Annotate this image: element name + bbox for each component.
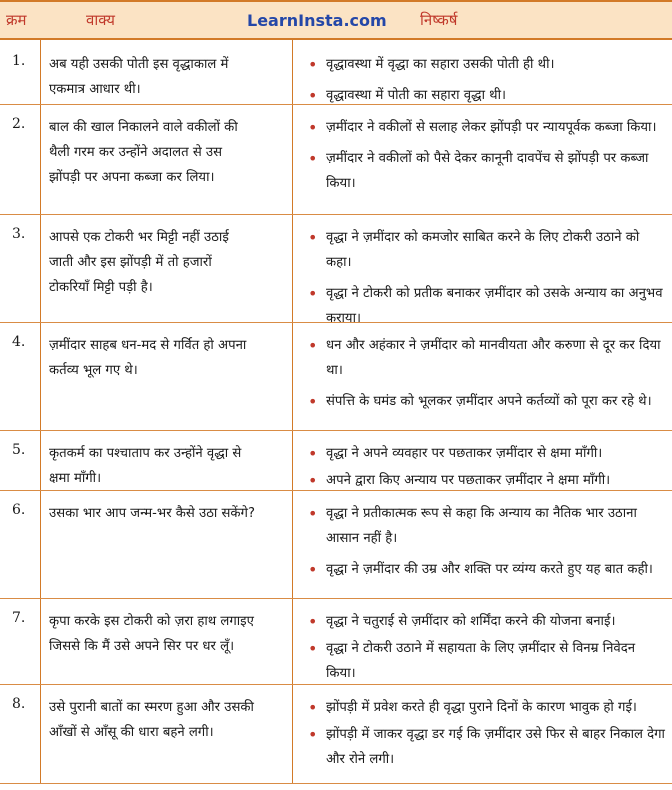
conclusion-option: • वृद्धा ने चतुराई से ज़मींदार को शर्मिंदा करने की योजना बनाई। [308, 609, 666, 634]
conclusion-option: • वृद्धा ने ज़मींदार को कमजोर साबित करने के लिए टोकरी उठाने को कहा। [308, 225, 666, 275]
conclusion-option: • वृद्धा ने टोकरी को प्रतीक बनाकर ज़मींदार को उसके अन्याय का अनुभव कराया। [308, 281, 666, 331]
bullet-icon: • [308, 392, 318, 411]
bullet-icon: • [308, 149, 318, 168]
row-sentence: उसे पुरानी बातों का स्मरण हुआ और उसकी आँखों से आँसू की धारा बहने लगी। [49, 700, 254, 740]
conclusion-option: • ज़मींदार ने वकीलों को पैसे देकर कानूनी दावपेंच से झोंपड़ी पर कब्जा किया। [308, 146, 666, 196]
row-number: 1. [12, 53, 26, 69]
header-sentence: वाक्य [86, 11, 115, 29]
bullet-icon: • [308, 228, 318, 247]
conclusion-option: • अपने द्वारा किए अन्याय पर पछताकर ज़मींदार ने क्षमा माँगी। [308, 468, 666, 493]
row-sentence: कृपा करके इस टोकरी को ज़रा हाथ लगाइए जिससे कि मैं उसे अपने सिर पर धर लूँ। [49, 614, 254, 654]
conclusion-option: • वृद्धा ने टोकरी उठाने में सहायता के लिए ज़मींदार से विनम्र निवेदन किया। [308, 636, 666, 686]
bullet-icon: • [308, 336, 318, 355]
table-row [0, 598, 672, 684]
row-conclusions [308, 695, 666, 778]
table-row [0, 322, 672, 430]
header-conclusion: निष्कर्ष [420, 11, 458, 29]
row-number: 4. [12, 334, 26, 350]
conclusion-option: • वृद्धा ने अपने व्यवहार पर पछताकर ज़मींदार से क्षमा माँगी। [308, 441, 666, 466]
conclusion-option: • धन और अहंकार ने ज़मींदार को मानवीयता और करुणा से दूर कर दिया था। [308, 333, 666, 383]
bullet-icon: • [308, 444, 318, 463]
row-number: 2. [12, 116, 26, 132]
bullet-icon: • [308, 560, 318, 579]
conclusion-option: • झोंपड़ी में जाकर वृद्धा डर गई कि ज़मींदार उसे फिर से बाहर निकाल देगा और रोने लगी। [308, 722, 666, 772]
bullet-icon: • [308, 612, 318, 631]
row-conclusions [308, 609, 666, 692]
table-row [0, 490, 672, 598]
row-number: 7. [12, 610, 26, 626]
table-row [0, 42, 672, 104]
bullet-icon: • [308, 86, 318, 105]
bullet-icon: • [308, 504, 318, 523]
row-sentence: कृतकर्म का पश्चाताप कर उन्होंने वृद्धा से क्षमा माँगी। [49, 446, 242, 486]
conclusion-option: • ज़मींदार ने वकीलों से सलाह लेकर झोंपड़ी पर न्यायपूर्वक कब्जा किया। [308, 115, 666, 140]
table-row [0, 214, 672, 326]
bullet-icon: • [308, 725, 318, 744]
bullet-icon: • [308, 284, 318, 303]
row-number: 8. [12, 696, 26, 712]
row-number: 5. [12, 442, 26, 458]
row-conclusions [308, 333, 666, 420]
table-row [0, 104, 672, 214]
row-sentence: आपसे एक टोकरी भर मिट्टी नहीं उठाई जाती और इस झोंपड़ी में तो हजारों टोकरियाँ मिट्टी पड़ी है। [49, 230, 229, 295]
row-conclusions [308, 115, 666, 202]
row-sentence: बाल की खाल निकालने वाले वकीलों की थैली गरम कर उन्होंने अदालत से उस झोंपड़ी पर अपना कब्जा कर लिया। [49, 120, 238, 185]
row-sentence: ज़मींदार साहब धन-मद से गर्वित हो अपना कर्तव्य भूल गए थे। [49, 338, 247, 378]
row-sentence: उसका भार आप जन्म-भर कैसे उठा सकेंगे? [49, 506, 255, 521]
bullet-icon: • [308, 118, 318, 137]
row-conclusions [308, 501, 666, 588]
bullet-icon: • [308, 639, 318, 658]
table-row [0, 684, 672, 783]
row-number: 6. [12, 502, 26, 518]
conclusion-option: • वृद्धावस्था में वृद्धा का सहारा उसकी पोती ही थी। [308, 52, 666, 77]
conclusion-option: • वृद्धा ने प्रतीकात्मक रूप से कहा कि अन्याय का नैतिक भार उठाना आसान नहीं है। [308, 501, 666, 551]
table-row [0, 430, 672, 490]
bullet-icon: • [308, 471, 318, 490]
row-sentence: अब यही उसकी पोती इस वृद्धाकाल में एकमात्र आधार थी। [49, 57, 229, 97]
bullet-icon: • [308, 55, 318, 74]
table-header [0, 0, 672, 40]
bullet-icon: • [308, 698, 318, 717]
conclusion-option: • वृद्धावस्था में पोती का सहारा वृद्धा थी। [308, 83, 666, 108]
header-serial: क्रम [6, 11, 27, 29]
conclusion-option: • झोंपड़ी में प्रवेश करते ही वृद्धा पुराने दिनों के कारण भावुक हो गई। [308, 695, 666, 720]
row-conclusions [308, 225, 666, 337]
conclusion-option: • वृद्धा ने ज़मींदार की उम्र और शक्ति पर व्यंग्य करते हुए यह बात कही। [308, 557, 666, 582]
table-bottom-border [0, 783, 672, 784]
conclusion-option: • संपत्ति के घमंड को भूलकर ज़मींदार अपने कर्तव्यों को पूरा कर रहे थे। [308, 389, 666, 414]
row-number: 3. [12, 226, 26, 242]
brand-logo-text: LearnInsta.com [247, 11, 387, 30]
